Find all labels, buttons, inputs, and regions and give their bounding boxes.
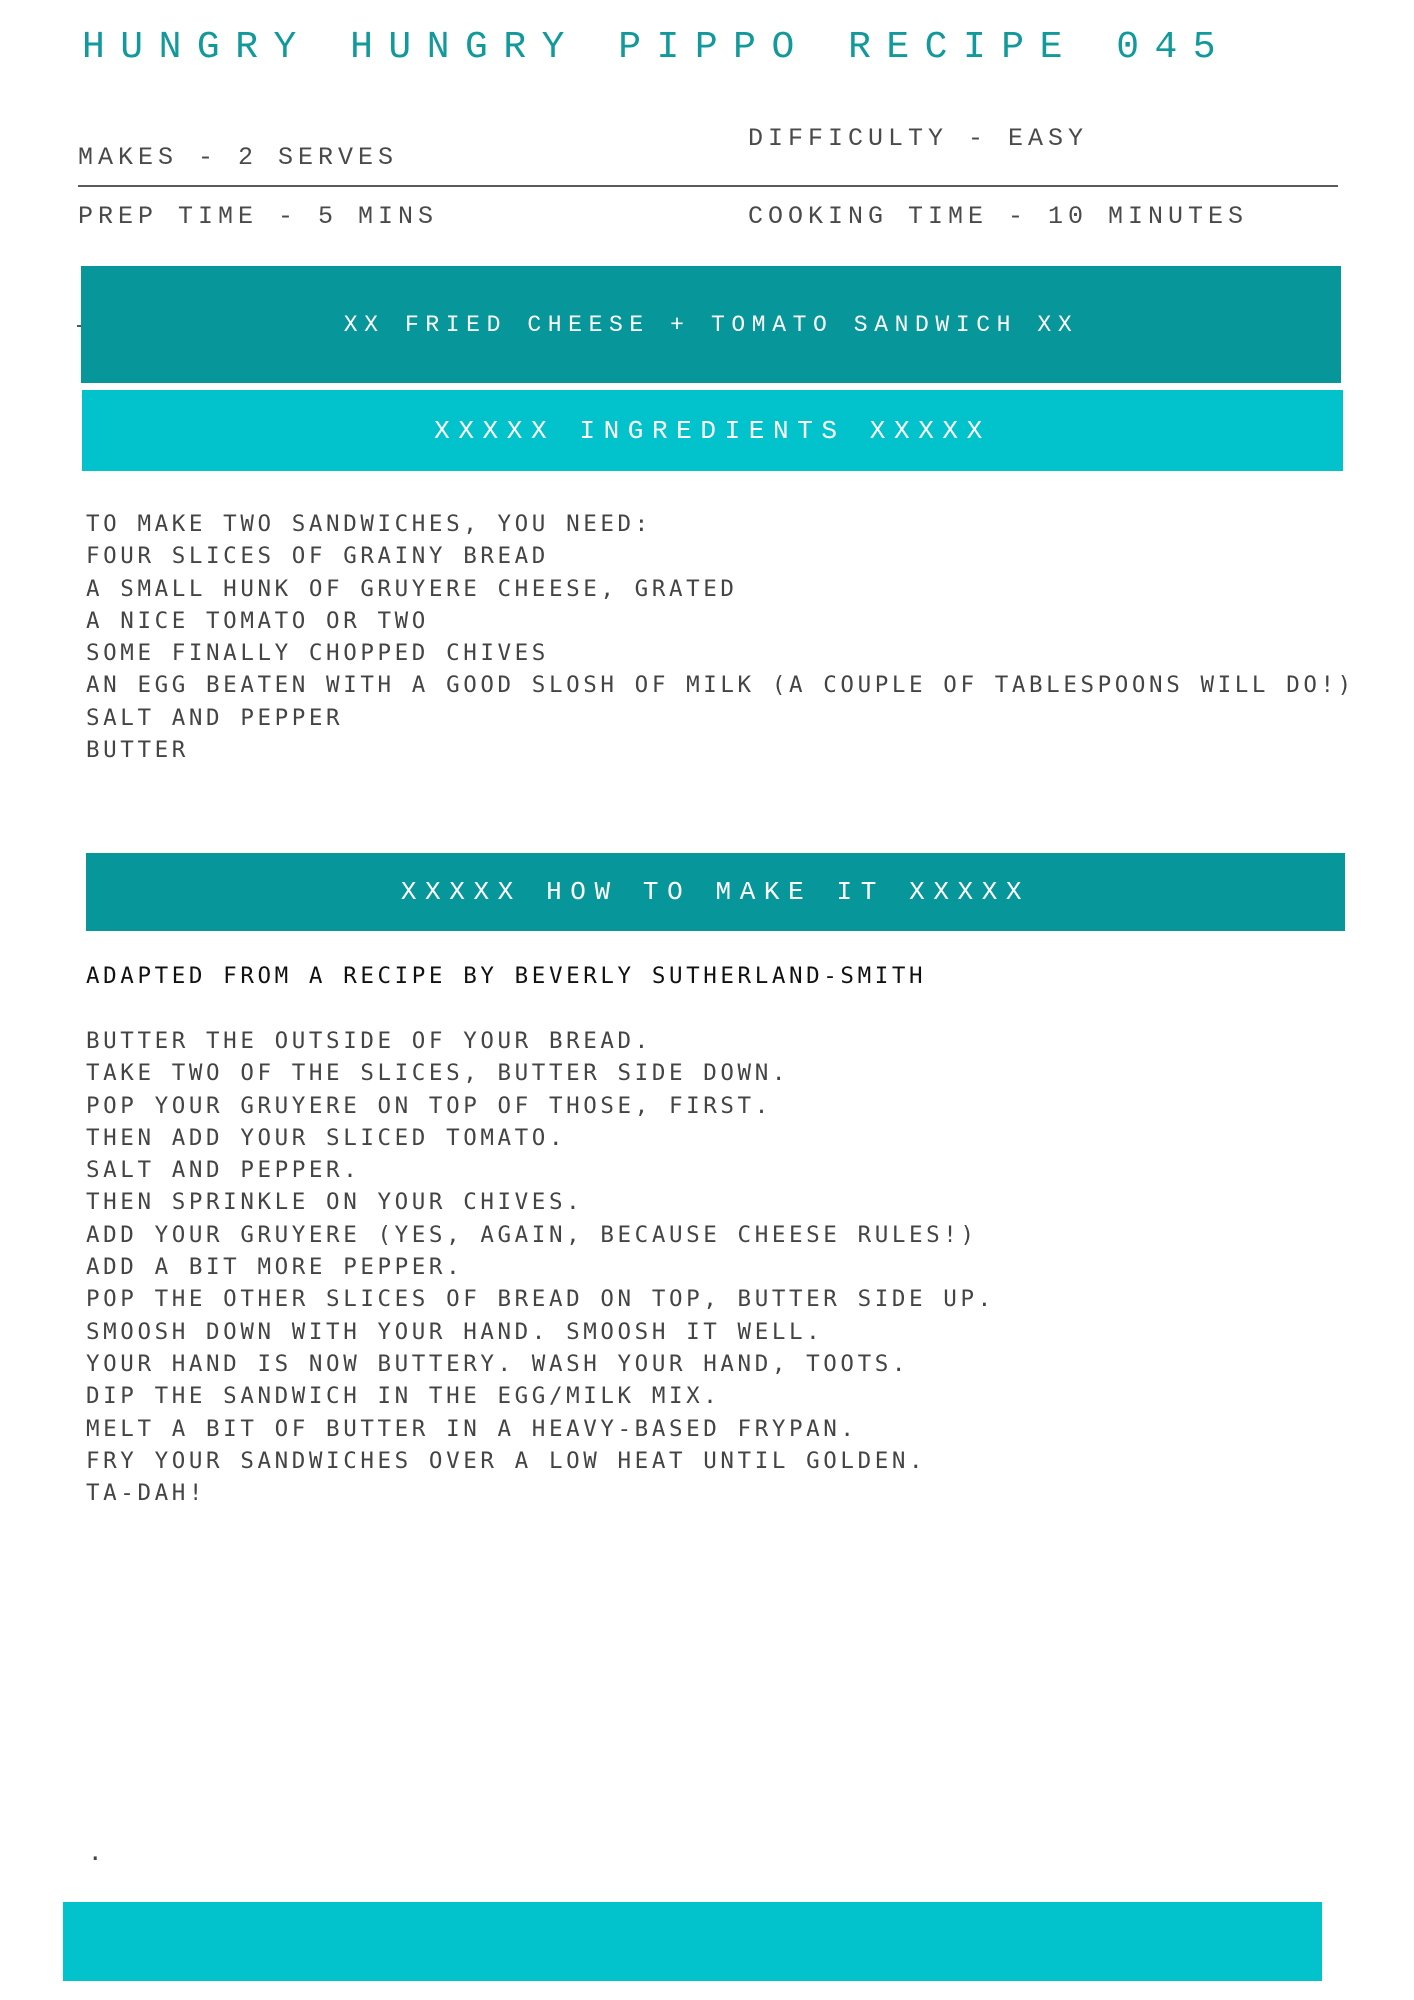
list-item: SMOOSH DOWN WITH YOUR HAND. SMOOSH IT WELL. [86, 1318, 824, 1345]
list-item: DIP THE SANDWICH IN THE EGG/MILK MIX. [86, 1383, 721, 1410]
list-item: SALT AND PEPPER [86, 704, 344, 731]
header-divider [78, 185, 1338, 187]
footer-bar [63, 1902, 1322, 1981]
list-item: THEN ADD YOUR SLICED TOMATO. [86, 1124, 567, 1151]
list-item: TO MAKE TWO SANDWICHES, YOU NEED: [86, 511, 652, 537]
list-item: MELT A BIT OF BUTTER IN A HEAVY-BASED FRYPAN. [86, 1415, 858, 1442]
list-item: ADD A BIT MORE PEPPER. [86, 1254, 464, 1281]
list-item: SOME FINALLY CHOPPED CHIVES [86, 640, 549, 667]
list-item: POP YOUR GRUYERE ON TOP OF THOSE, FIRST. [86, 1092, 772, 1119]
list-item: A NICE TOMATO OR TWO [86, 607, 429, 634]
ingredients-banner [82, 390, 1343, 471]
list-item: POP THE OTHER SLICES OF BREAD ON TOP, BUTTER SIDE UP. [86, 1286, 995, 1313]
recipe-name: XX FRIED CHEESE + TOMATO SANDWICH XX [343, 311, 1079, 338]
footer-mark: . [88, 1838, 103, 1866]
list-item: SALT AND PEPPER. [86, 1157, 361, 1184]
recipe-title: HUNGRY HUNGRY PIPPO RECIPE 045 [82, 26, 1232, 69]
cooking-time-label: COOKING TIME - 10 MINUTES [748, 202, 1249, 231]
list-item: FRY YOUR SANDWICHES OVER A LOW HEAT UNTIL GOLDEN. [86, 1447, 927, 1474]
list-item: A SMALL HUNK OF GRUYERE CHEESE, GRATED [86, 575, 738, 602]
list-item: THEN SPRINKLE ON YOUR CHIVES. [86, 1189, 584, 1216]
list-item: AN EGG BEATEN WITH A GOOD SLOSH OF MILK (A COUPLE OF TABLESPOONS WILL DO!) [86, 672, 1355, 699]
list-item: FOUR SLICES OF GRAINY BREAD [86, 543, 549, 570]
method-heading: XXXXX HOW TO MAKE IT XXXXX [400, 877, 1031, 907]
recipe-credit: ADAPTED FROM A RECIPE BY BEVERLY SUTHERLAND-SMITH [86, 963, 927, 989]
list-item: YOUR HAND IS NOW BUTTERY. WASH YOUR HAND, TOOTS. [86, 1350, 910, 1377]
method-banner [86, 853, 1345, 931]
list-item: BUTTER THE OUTSIDE OF YOUR BREAD. [86, 1028, 652, 1054]
makes-label: MAKES - 2 SERVES [78, 143, 399, 172]
recipe-name-banner [81, 266, 1341, 383]
list-item: BUTTER [86, 737, 189, 764]
prep-time-label: PREP TIME - 5 MINS [78, 202, 439, 231]
ingredients-heading: XXXXX INGREDIENTS XXXXX [434, 415, 991, 446]
list-item: TAKE TWO OF THE SLICES, BUTTER SIDE DOWN. [86, 1060, 789, 1087]
list-item: ADD YOUR GRUYERE (YES, AGAIN, BECAUSE CHEESE RULES!) [86, 1221, 978, 1248]
list-item: TA-DAH! [86, 1480, 207, 1507]
difficulty-label: DIFFICULTY - EASY [748, 124, 1089, 153]
method-steps [86, 1025, 995, 1509]
ingredients-list [86, 508, 1355, 766]
